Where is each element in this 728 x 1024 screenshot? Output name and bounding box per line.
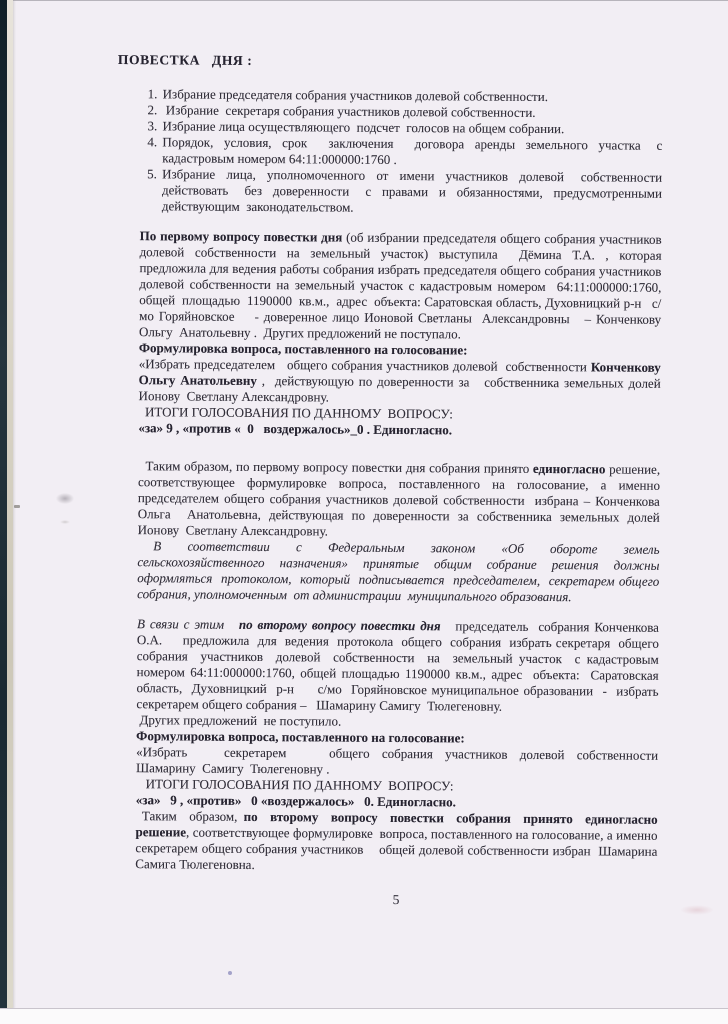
- text-run: Таким образом, по первому вопросу повестки дня собрания принято: [138, 458, 534, 476]
- scan-left-edge: [0, 0, 7, 1009]
- text-run: Формулировка вопроса, поставленного на голосование:: [138, 340, 468, 358]
- text-run: «Избрать председателем общего собрания участников долевой собственности: [138, 356, 591, 375]
- text-run: Формулировка вопроса, поставленного на голосование:: [136, 728, 465, 746]
- text-run: Других предложений не поступило.: [136, 712, 342, 729]
- scan-smudge: [56, 493, 74, 504]
- scan-left-strip: [7, 0, 13, 1009]
- text-run: по второму вопросу повестки собрания принято единогласно решение: [135, 808, 661, 840]
- text-run: ИТОГИ ГОЛОСОВАНИЯ ПО ДАННОМУ ВОПРОСУ:: [135, 776, 454, 794]
- agenda-list: [140, 86, 666, 218]
- text-run: Конченкову Ольгу Анатольевну: [138, 359, 665, 389]
- text-run: (об избрании председателя общего собрания участников долевой собственности на земельный участок) выступила Дёмина Т.А. , которая предложила для ведения работы собрания избрать председателя общего собрания участников долевой собственности на земельный участок с кадастровым номером 64:11:000000:1760, общей площадью 1190000 кв.м., адрес объекта: Саратовская область, Духовницкий р-н с/мо Горяйновское - доверенное лицо Ионовой Светланы Александровны – Конченкову Ольгу Анатольевну . Других предложений не поступало.: [138, 229, 675, 342]
- scan-smudge: [228, 971, 232, 975]
- scan-smudge: [14, 505, 20, 508]
- text-run: , соответствующее формулировке вопроса, поставленного на голосование, а именно секретарем общего собрания участников общей долевой собственности избран Шамарина Самига Тюлегеновна.: [135, 824, 661, 873]
- page-number: 5: [392, 891, 400, 908]
- text-run: «Избрать секретарем общего собрания участников долевой собственности Шамарину Самигу Тюлегеновну .: [135, 744, 662, 777]
- text-run: председатель собрания Конченкова О.А. предложила для ведения протокола общего собрания избрать секретаря общего собрания участников долевой собственности на земельный участок с кадастровым номером 64:11:000000:1760, общей площадью 1190000 кв.м., адрес объекта: Саратовская область, Духовницкий р-н с/мо Горяйновское муниципальное образовании - избрать секретарем общего собрания – Шамарину Самигу Тюлегеновну.: [136, 618, 666, 714]
- scanner-bed-strip: [0, 1008, 728, 1024]
- text-run: «за» 9 , «против» 0 «воздержалось» 0. Единогласно.: [135, 792, 456, 810]
- text-run: «за» 9 , «против « 0 воздержалось»_0 . Единогласно.: [138, 420, 453, 438]
- document-content: [117, 52, 675, 910]
- agenda-item: 3. Избрание лица осуществляющего подсчет голосов на общем собрании.: [160, 118, 662, 138]
- agenda-item: 1. Избрание председателя собрания участников долевой собственности.: [161, 86, 663, 106]
- q1-intro-paragraph: [138, 228, 675, 344]
- scan-smudge: [680, 905, 714, 915]
- text-run: В соответствии с Федеральным законом «Об обороте земель сельскохозяйственного назначения» принятые общим собрание решения должны оформляться протоколом, который подписывается председателем, секретарем общего собрания, уполномоченным от администрации муниципального образования.: [137, 538, 666, 605]
- q1-formulation-paragraph: [138, 356, 668, 408]
- agenda-item: 4. Порядок, условия, срок заключения договора аренды земельного участка с кадастровым номером 64:11:000000:1760 .: [160, 134, 662, 170]
- q2-intro-paragraph: [136, 616, 666, 716]
- text-run: По первому вопросу повестки дня: [139, 228, 347, 245]
- q2-conclusion-paragraph: [135, 808, 661, 876]
- scan-smudge: [60, 520, 70, 524]
- q1-conclusion-paragraph: [137, 458, 670, 542]
- agenda-item: 5. Избрание лица, уполномоченного от имени участников долевой собственности действовать без доверенности с правами и обязанностями, предусмотренными действующим законодательством.: [160, 166, 662, 218]
- text-run: ИТОГИ ГОЛОСОВАНИЯ ПО ДАННОМУ ВОПРОСУ:: [138, 404, 453, 422]
- text-run: Таким образом,: [135, 808, 244, 824]
- text-run: решение, соответствующее формулировке вопроса, поставленного на голосование, а именно председателем общего собрания участников долевой собственности избрана – Конченкова Ольга Анатольевна, действующая по доверенности за собственника земельных долей Ионову Светлану Александровну.: [137, 461, 670, 539]
- law-note-paragraph: [137, 538, 666, 606]
- text-run: В связи с этим: [136, 616, 239, 632]
- text-run: по второму вопросу повестки дня: [238, 616, 446, 634]
- q2-formulation-paragraph: [135, 744, 662, 780]
- text-run: , действующую по доверенности за собственника земельных долей Ионову Светлану Александровну.: [138, 373, 668, 405]
- agenda-item: 2. Избрание секретаря собрания участников долевой собственности.: [161, 102, 663, 122]
- page-title: ПОВЕСТКА ДНЯ :: [117, 52, 253, 68]
- q1-voting-results-line: [138, 420, 660, 440]
- text-run: единогласно: [532, 460, 606, 477]
